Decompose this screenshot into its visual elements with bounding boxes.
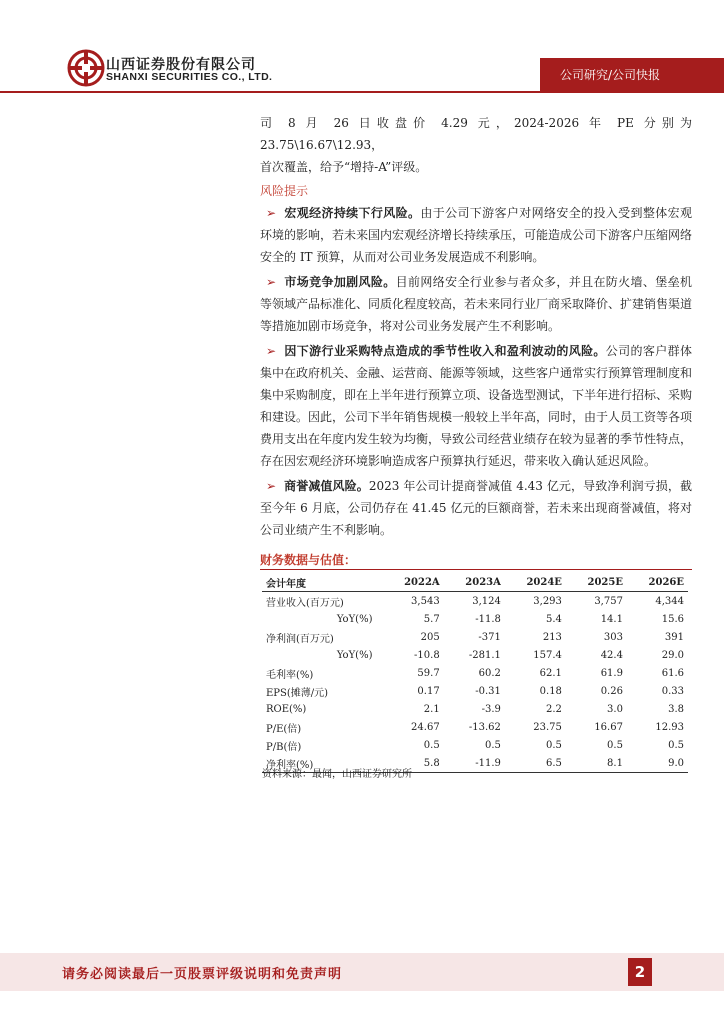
risk-heading: 因下游行业采购特点造成的季节性收入和盈利波动的风险。: [284, 344, 606, 358]
column-header: 2025E: [566, 574, 627, 592]
financial-title-divider: [260, 569, 692, 570]
row-label: P/B(倍): [266, 741, 302, 753]
table-cell: 0.26: [600, 685, 623, 697]
table-cell: 3.8: [668, 703, 684, 715]
table-cell: 0.5: [423, 739, 440, 751]
report-type-tag: 公司研究/公司快报: [540, 58, 724, 92]
table-cell: -0.31: [475, 685, 501, 697]
table-cell: 24.67: [411, 721, 440, 733]
company-name-cn: 山西证券股份有限公司: [106, 57, 256, 73]
table-cell: 4,344: [655, 595, 684, 607]
table-row: [262, 664, 688, 682]
table-cell: -13.62: [468, 721, 501, 733]
row-label: YoY(%): [336, 613, 373, 625]
risk-item: [260, 271, 692, 337]
column-header: 2023A: [444, 574, 505, 592]
table-cell: 6.5: [505, 754, 566, 773]
table-cell: 23.75: [533, 721, 562, 733]
table-cell: 0.5: [607, 739, 623, 751]
row-label: 净利润(百万元): [266, 633, 334, 645]
column-header: 2022A: [382, 574, 443, 592]
table-row: [262, 700, 688, 718]
table-cell: 14.1: [600, 613, 623, 625]
table-cell: 5.4: [546, 613, 562, 625]
table-cell: 205: [420, 631, 440, 643]
logo-emblem-icon: [66, 48, 106, 88]
table-cell: 60.2: [478, 667, 501, 679]
footer-disclaimer: 请务必阅读最后一页股票评级说明和免责声明: [62, 967, 343, 982]
table-cell: 5.8: [382, 754, 443, 773]
intro-paragraph: [260, 112, 692, 178]
main-content: [260, 112, 692, 544]
table-cell: 157.4: [533, 649, 562, 661]
table-cell: 303: [603, 631, 623, 643]
row-label: EPS(摊薄/元): [266, 687, 329, 699]
table-cell: 0.33: [661, 685, 684, 697]
column-header: 2026E: [627, 574, 688, 592]
table-cell: 0.17: [417, 685, 440, 697]
table-cell: 15.6: [661, 613, 684, 625]
table-row: [262, 610, 688, 628]
table-row: [262, 682, 688, 700]
risk-section-title: 风险提示: [260, 184, 309, 198]
intro-line-2: 首次覆盖，给予“增持-A”评级。: [260, 160, 428, 174]
table-row: [262, 646, 688, 664]
row-label: P/E(倍): [266, 723, 302, 735]
table-cell: 2.1: [423, 703, 440, 715]
arrow-bullet-icon: ➢: [266, 479, 277, 493]
risk-heading: 商誉减值风险。: [284, 479, 369, 493]
header-divider: [0, 91, 724, 93]
column-header: 2024E: [505, 574, 566, 592]
table-cell: 61.9: [600, 667, 623, 679]
risk-item: [260, 202, 692, 268]
table-cell: 5.7: [423, 613, 440, 625]
table-cell: 8.1: [566, 754, 627, 773]
table-cell: -3.9: [481, 703, 501, 715]
intro-line-1: 司 8 月 26 日收盘价 4.29 元，2024-2026 年 PE 分别为 23.75\16.67\12.93，: [260, 116, 692, 152]
page-number: 2: [628, 958, 652, 986]
financial-section-title: 财务数据与估值：: [260, 553, 357, 567]
table-cell: 0.5: [668, 739, 684, 751]
table-row: [262, 718, 688, 736]
arrow-bullet-icon: ➢: [266, 344, 277, 358]
table-cell: -11.9: [444, 754, 505, 773]
table-cell: -11.8: [475, 613, 501, 625]
table-cell: 9.0: [627, 754, 688, 773]
table-cell: 0.18: [539, 685, 562, 697]
table-cell: 213: [542, 631, 562, 643]
table-cell: 42.4: [600, 649, 623, 661]
table-cell: 0.5: [484, 739, 501, 751]
table-cell: 391: [664, 631, 684, 643]
row-label: ROE(%): [266, 703, 307, 715]
company-name-en: SHANXI SECURITIES CO., LTD.: [106, 71, 273, 83]
table-cell: 3,543: [411, 595, 440, 607]
table-cell: 3,757: [594, 595, 623, 607]
table-cell: 3.0: [607, 703, 623, 715]
arrow-bullet-icon: ➢: [266, 275, 277, 289]
table-cell: -371: [478, 631, 501, 643]
row-label: YoY(%): [336, 649, 373, 661]
table-cell: 0.5: [546, 739, 562, 751]
table-header-row: [262, 574, 688, 592]
table-cell: 29.0: [661, 649, 684, 661]
page-header: [0, 0, 724, 100]
risk-item: [260, 475, 692, 541]
table-cell: 16.67: [594, 721, 623, 733]
table-cell: 59.7: [417, 667, 440, 679]
risk-body: 2023 年公司计提商誉减值 4.43 亿元，导致净利润亏损，截至今年 6 月底，公司仍存在 41.45 亿元的巨额商誉，若未来出现商誉减值，将对公司业绩产生不利影响。: [260, 479, 692, 537]
column-header: 会计年度: [262, 574, 382, 592]
table-row: [262, 736, 688, 754]
risk-item: [260, 340, 692, 472]
table-cell: -281.1: [468, 649, 501, 661]
company-logo: [66, 48, 106, 88]
table-cell: -10.8: [414, 649, 440, 661]
table-cell: 62.1: [539, 667, 562, 679]
data-source-note: 资料来源：最闻，山西证券研究所: [262, 769, 412, 780]
table-cell: 12.93: [655, 721, 684, 733]
row-label: 毛利率(%): [266, 669, 314, 681]
risk-body: 公司的客户群体集中在政府机关、金融、运营商、能源等领域，这些客户通常实行预算管理制度和集中采购制度，即在上半年进行预算立项、设备选型测试，下半年进行招标、采购和建设。因此，公司下半年销售规模一般较上半年高，同时，由于人员工资等各项费用支出在年度内发生较为均衡，导致公司经营业绩存在较为显著的季节性特点，存在因宏观经济环境影响造成客户预算执行延迟，带来收入确认延迟风险。: [260, 344, 693, 468]
risk-body: 目前网络安全行业参与者众多，并且在防火墙、堡垒机等领域产品标准化、同质化程度较高，若未来同行业厂商采取降价、扩建销售渠道等措施加剧市场竞争，将对公司业务发展产生不利影响。: [260, 275, 693, 333]
table-cell: 2.2: [546, 703, 562, 715]
table-row: [262, 592, 688, 611]
arrow-bullet-icon: ➢: [266, 206, 277, 220]
table-cell: 3,124: [472, 595, 501, 607]
row-label: 营业收入(百万元): [266, 597, 344, 609]
row-label: 净利率(%): [262, 754, 382, 773]
risk-heading: 宏观经济持续下行风险。: [284, 206, 421, 220]
page-footer: [0, 953, 724, 991]
risk-body: 由于公司下游客户对网络安全的投入受到整体宏观环境的影响，若未来国内宏观经济增长持续承压，可能造成公司下游客户压缩网络安全的 IT 预算，从而对公司业务发展造成不利影响。: [260, 206, 693, 264]
risk-heading: 市场竞争加剧风险。: [284, 275, 396, 289]
table-row: [262, 628, 688, 646]
financial-table: [262, 574, 688, 773]
table-cell: 3,293: [533, 595, 562, 607]
table-cell: 61.6: [661, 667, 684, 679]
